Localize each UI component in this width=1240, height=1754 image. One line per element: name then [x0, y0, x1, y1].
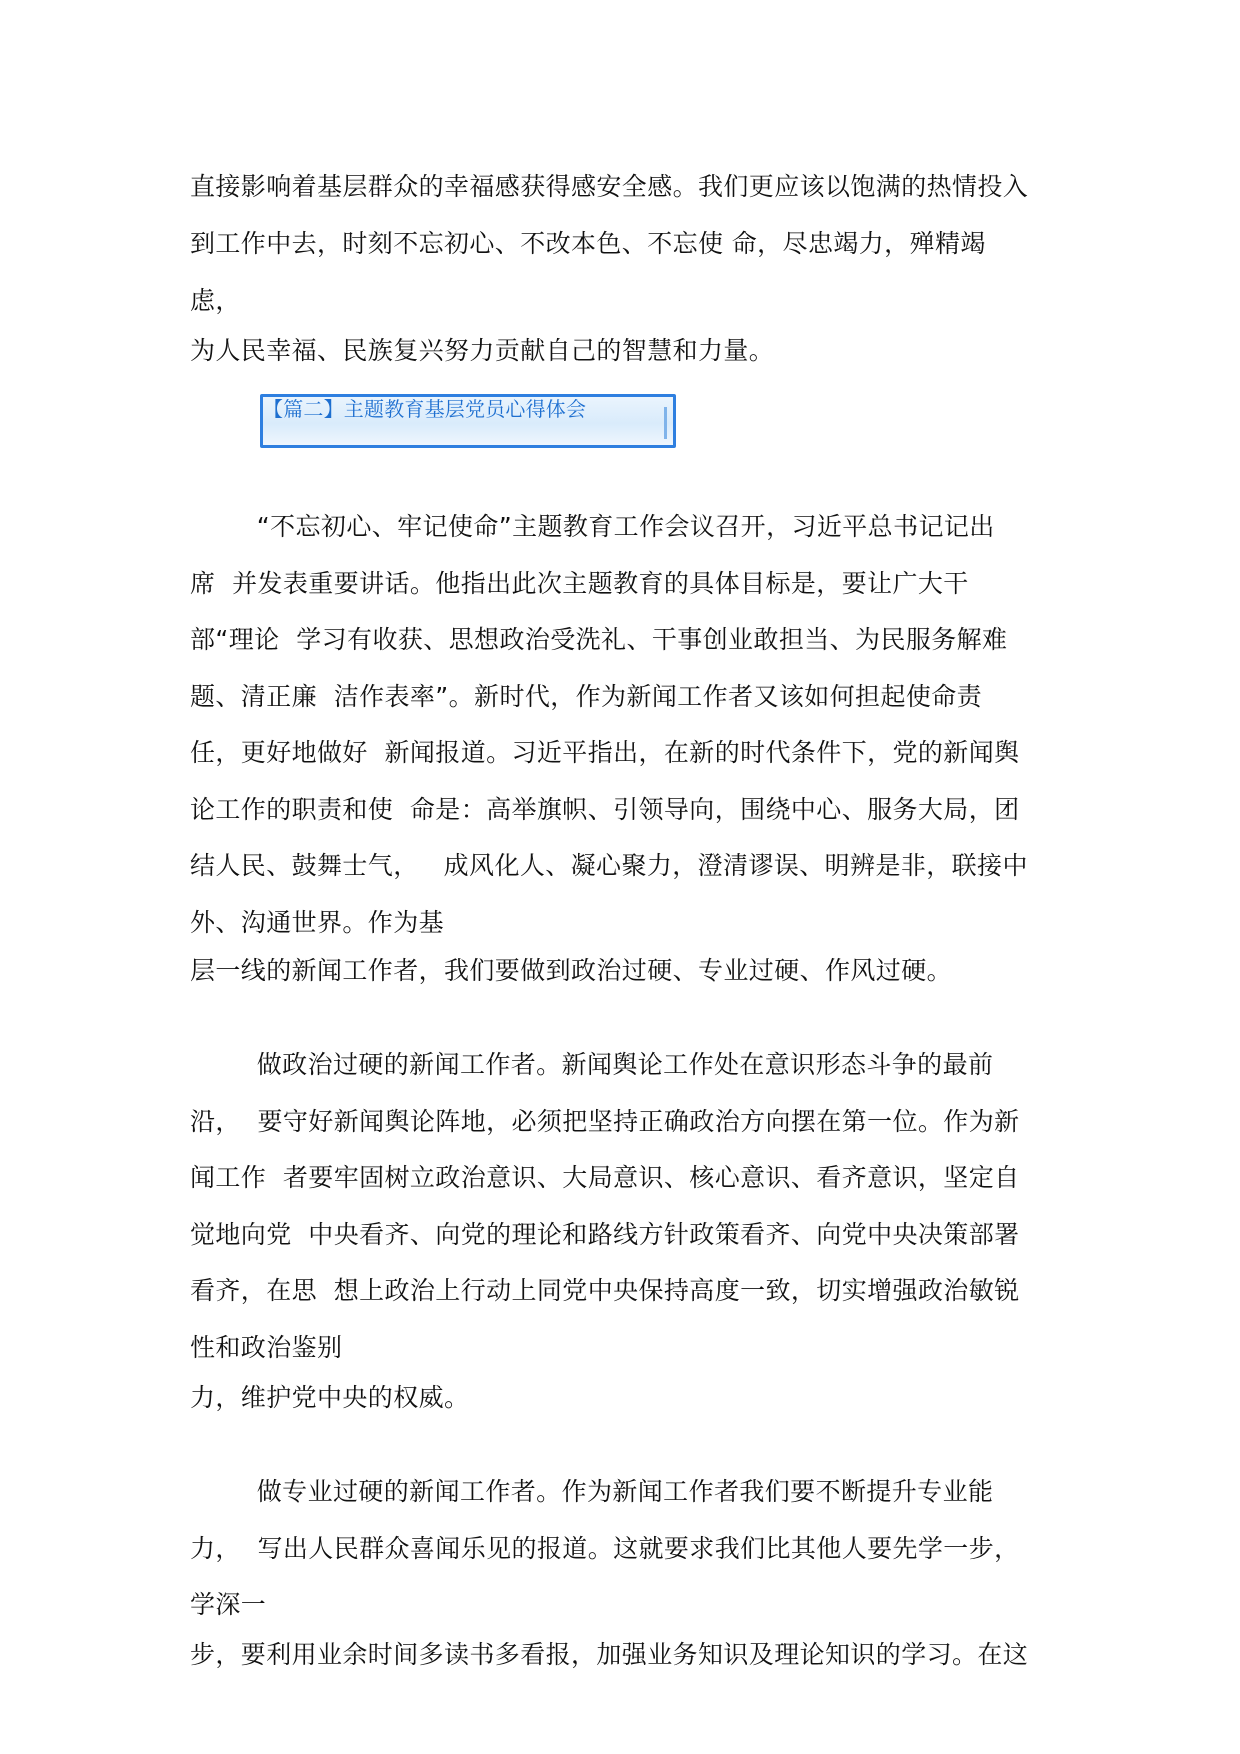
paragraph-1-line: 论工作的职责和使 命是：高举旗帜、引领导向，围绕中心、服务大局，团	[190, 795, 1020, 824]
paragraph-2-line: 性和政治鉴别	[190, 1333, 343, 1362]
paragraph-1-line: 席 并发表重要讲话。他指出此次主题教育的具体目标是，要让广大干	[190, 569, 969, 598]
paragraph-2-line: 力，维护党中央的权威。	[190, 1383, 470, 1412]
paragraph-1-line: 部“理论 学习有收获、思想政治受洗礼、干事创业敢担当、为民服务解难	[190, 625, 1008, 654]
paragraph-1-line: 任，更好地做好 新闻报道。习近平指出，在新的时代条件下，党的新闻舆	[190, 738, 1020, 767]
text-line: 直接影响着基层群众的幸福感获得感安全感。我们更应该以饱满的热情投入	[190, 172, 1029, 201]
paragraph-3-line: 力， 写出人民群众喜闻乐见的报道。这就要求我们比其他人要先学一步，	[190, 1534, 1020, 1563]
text-line: 为人民幸福、民族复兴努力贡献自己的智慧和力量。	[190, 336, 775, 365]
paragraph-2-line: 沿， 要守好新闻舆论阵地，必须把坚持正确政治方向摆在第一位。作为新	[190, 1107, 1020, 1136]
text-line: 虑，	[190, 286, 241, 315]
paragraph-1-line: 题、清正廉 洁作表率”。新时代，作为新闻工作者又该如何担起使命责	[190, 682, 983, 711]
paragraph-3-line: 做专业过硬的新闻工作者。作为新闻工作者我们要不断提升专业能	[190, 1477, 994, 1506]
paragraph-2-line: 看齐，在思 想上政治上行动上同党中央保持高度一致，切实增强政治敏锐	[190, 1276, 1020, 1305]
paragraph-1-line: “不忘初心、牢记使命”主题教育工作会议召开，习近平总书记记出	[190, 512, 995, 541]
paragraph-2-line: 觉地向党 中央看齐、向党的理论和路线方针政策看齐、向党中央决策部署	[190, 1220, 1020, 1249]
paragraph-1-line: 外、沟通世界。作为基	[190, 908, 445, 937]
paragraph-3-line: 步，要利用业余时间多读书多看报，加强业务知识及理论知识的学习。在这	[190, 1640, 1029, 1669]
paragraph-1-line: 结人民、鼓舞士气， 成风化人、凝心聚力，澄清谬误、明辨是非，联接中	[190, 851, 1028, 880]
paragraph-2-line: 闻工作 者要牢固树立政治意识、大局意识、核心意识、看齐意识，坚定自	[190, 1163, 1020, 1192]
section-title: 【篇二】主题教育基层党员心得体会	[263, 397, 587, 421]
paragraph-2-line: 做政治过硬的新闻工作者。新闻舆论工作处在意识形态斗争的最前	[190, 1050, 994, 1079]
paragraph-3-line: 学深一	[190, 1590, 267, 1619]
banner-edge	[664, 407, 667, 439]
text-line: 到工作中去，时刻不忘初心、不改本色、不忘使 命，尽忠竭力，殚精竭	[190, 229, 986, 258]
paragraph-1-line: 层一线的新闻工作者，我们要做到政治过硬、专业过硬、作风过硬。	[190, 956, 953, 985]
section-banner	[260, 394, 676, 448]
